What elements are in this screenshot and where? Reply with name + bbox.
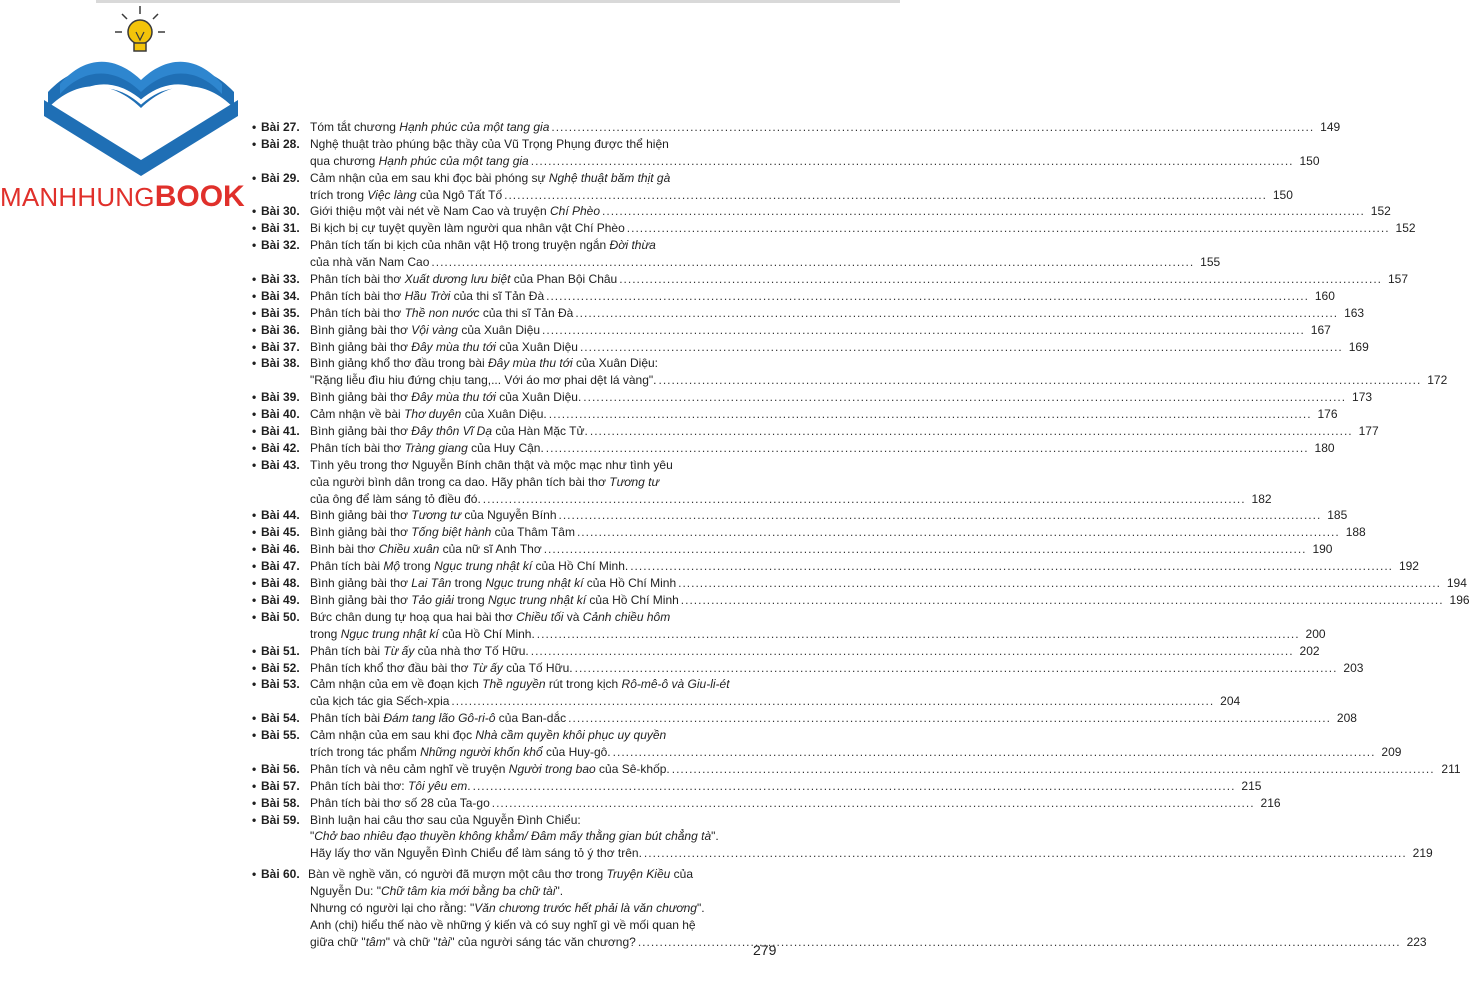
toc-line xyxy=(252,643,1320,660)
toc-entry-title: Nguyễn Du: "Chữ tâm kia mới bằng ba chữ tài". xyxy=(310,884,564,899)
toc-line xyxy=(252,609,777,626)
dot-leader xyxy=(544,541,1307,558)
toc-entry[interactable] xyxy=(252,406,1338,423)
toc-entry[interactable] xyxy=(252,592,1470,609)
toc-line xyxy=(252,491,1272,508)
manhhung-book-logo xyxy=(0,0,290,220)
toc-line xyxy=(252,917,777,934)
toc-line xyxy=(252,220,1416,237)
toc-entry-title: Phân tích bài Đám tang lão Gô-ri-ô của Ban-dắc xyxy=(310,711,567,726)
toc-line xyxy=(252,406,1338,423)
toc-entry-title: Tình yêu trong thơ Nguyễn Bính chân thật và mộc mạc như tình yêu xyxy=(310,457,673,472)
page-number: 279 xyxy=(753,942,777,958)
toc-page-number: 190 xyxy=(1312,542,1333,557)
toc-page-number: 211 xyxy=(1441,761,1461,776)
toc-entry-number: • Bài 43. xyxy=(252,457,300,472)
italic-title: tài xyxy=(437,934,451,949)
toc-line xyxy=(252,187,1293,204)
toc-entry[interactable] xyxy=(252,710,1357,727)
italic-title: Cảnh chiều hôm xyxy=(582,609,671,624)
toc-line xyxy=(252,761,1461,778)
toc-entry-title: qua chương Hạnh phúc của một tang gia xyxy=(310,153,529,168)
italic-title: Lai Tân xyxy=(411,576,452,591)
toc-entry[interactable] xyxy=(252,288,1335,305)
toc-line xyxy=(252,727,777,744)
toc-line xyxy=(252,900,777,917)
toc-page-number: 208 xyxy=(1336,711,1357,726)
toc-entry-number: • Bài 30. xyxy=(252,204,300,219)
dot-leader xyxy=(431,254,1194,271)
italic-title: Thơ duyên xyxy=(404,407,462,422)
toc-line xyxy=(252,474,777,491)
dot-leader xyxy=(575,305,1338,322)
toc-page-number: 182 xyxy=(1251,491,1272,506)
toc-entry[interactable] xyxy=(252,271,1408,288)
toc-entry-number: • Bài 42. xyxy=(252,440,300,455)
toc-entry-title: Hãy lấy thơ văn Nguyễn Đình Chiểu để làm sáng tỏ ý thơ trên. xyxy=(310,846,642,861)
italic-title: Thề nguyền xyxy=(482,677,546,692)
toc-page-number: 223 xyxy=(1406,934,1427,949)
toc-line xyxy=(252,372,1448,389)
toc-entry[interactable] xyxy=(252,355,1448,389)
toc-page-number: 172 xyxy=(1427,373,1448,388)
dot-leader xyxy=(492,795,1255,812)
toc-entry-number: • Bài 52. xyxy=(252,660,300,675)
toc-line xyxy=(252,710,1357,727)
book-icon xyxy=(0,0,290,180)
dot-leader xyxy=(583,389,1346,406)
dot-leader xyxy=(644,845,1407,862)
toc-entry[interactable] xyxy=(252,507,1348,524)
toc-entry[interactable] xyxy=(252,136,1320,170)
toc-page-number: 157 xyxy=(1387,272,1408,287)
toc-entry-number: • Bài 31. xyxy=(252,221,300,236)
toc-line xyxy=(252,339,1369,356)
toc-line xyxy=(252,507,1348,524)
italic-title: Tảo giải xyxy=(411,592,454,607)
toc-entry-number: • Bài 34. xyxy=(252,288,300,303)
table-of-contents xyxy=(252,119,1470,951)
italic-title: Ngục trung nhật kí xyxy=(434,559,533,574)
italic-title: Đây mùa thu tới xyxy=(411,339,496,354)
toc-entry-number: • Bài 27. xyxy=(252,120,300,134)
italic-title: Ngục trung nhật kí xyxy=(485,576,584,591)
toc-line xyxy=(252,305,1365,322)
toc-line xyxy=(252,322,1331,339)
italic-title: Tôi yêu em xyxy=(407,778,468,793)
toc-line xyxy=(252,845,1433,862)
toc-entry-number: • Bài 37. xyxy=(252,339,300,354)
toc-entry[interactable] xyxy=(252,778,1262,795)
italic-title: Nghệ thuật băm thịt gà xyxy=(548,170,671,185)
toc-line xyxy=(252,119,1341,136)
toc-entry-title: của kịch tác gia Sếch-xpia xyxy=(310,694,450,709)
toc-page-number: 203 xyxy=(1343,660,1364,675)
toc-entry-title: Nghệ thuật trào phúng bậc thầy của Vũ Trọng Phụng được thể hiện xyxy=(310,136,669,151)
toc-line xyxy=(252,136,777,153)
dot-leader xyxy=(531,643,1294,660)
toc-line xyxy=(252,558,1419,575)
italic-title: Đời thừa xyxy=(609,238,656,253)
italic-title: Tống biệt hành xyxy=(411,525,492,540)
toc-entry-title: Nhưng có người lại cho rằng: "Văn chương trước hết phải là văn chương". xyxy=(310,900,705,915)
toc-entry-title: Bình giảng bài thơ Đây mùa thu tới của Xuân Diệu. xyxy=(310,390,582,405)
toc-entry[interactable] xyxy=(252,423,1379,440)
toc-entry-number: • Bài 38. xyxy=(252,356,300,371)
toc-entry-title: Phân tích bài thơ Xuất dương lưu biệt của Phan Bội Châu xyxy=(310,272,618,287)
toc-entry[interactable] xyxy=(252,727,1402,761)
toc-page-number: 204 xyxy=(1220,694,1241,709)
dot-leader xyxy=(473,778,1236,795)
toc-entry-number: • Bài 35. xyxy=(252,305,300,320)
toc-line xyxy=(252,744,1402,761)
toc-entry-title: của ông để làm sáng tỏ điều đó. xyxy=(310,491,481,506)
toc-page-number: 177 xyxy=(1358,424,1379,439)
toc-entry-title: Bình giảng bài thơ Đây mùa thu tới của Xuân Diệu xyxy=(310,339,578,354)
toc-entry-title: Phân tích bài thơ: Tôi yêu em. xyxy=(310,778,471,793)
toc-entry-number: • Bài 36. xyxy=(252,322,300,337)
toc-entry-number: • Bài 33. xyxy=(252,272,300,287)
toc-line xyxy=(252,524,1366,541)
toc-page-number: 219 xyxy=(1412,846,1433,861)
toc-line xyxy=(252,883,777,900)
toc-page-number: 188 xyxy=(1345,525,1366,540)
toc-entry-title: Bình giảng bài thơ Tống biệt hành của Thâm Tâm xyxy=(310,525,575,540)
dot-leader xyxy=(577,524,1340,541)
toc-entry-number: • Bài 59. xyxy=(252,812,300,827)
toc-entry[interactable] xyxy=(252,609,1326,643)
toc-line xyxy=(252,271,1408,288)
dot-leader xyxy=(549,406,1312,423)
toc-line xyxy=(252,170,777,187)
toc-page-number: 215 xyxy=(1241,778,1262,793)
italic-title: Chiều tối xyxy=(516,609,564,624)
italic-title: Chí Phèo xyxy=(549,204,601,219)
toc-entry-title: Tóm tắt chương Hạnh phúc của một tang gia xyxy=(310,120,550,134)
toc-entry-title: Phân tích bài thơ Hầu Trời của thi sĩ Tản Đà xyxy=(310,288,545,303)
toc-entry[interactable] xyxy=(252,541,1333,558)
toc-page-number: 150 xyxy=(1299,153,1320,168)
toc-line xyxy=(252,828,777,845)
toc-line xyxy=(252,626,1326,643)
italic-title: Tràng giang xyxy=(404,440,468,455)
toc-entry[interactable] xyxy=(252,322,1331,339)
toc-entry-title: của người bình dân trong ca dao. Hãy phân tích bài thơ Tương tư xyxy=(310,474,660,489)
toc-page-number: 160 xyxy=(1314,288,1335,303)
toc-entry-title: Phân tích bài thơ số 28 của Ta-go xyxy=(310,795,490,810)
toc-entry-title: của nhà văn Nam Cao xyxy=(310,255,430,270)
dot-leader xyxy=(678,575,1441,592)
italic-title: Thề non nước xyxy=(404,305,480,320)
toc-entry[interactable] xyxy=(252,339,1369,356)
italic-title: Chở bao nhiêu đạo thuyền không khẳm/ Đâm mấy thằng gian bút chẳng tà xyxy=(314,829,712,844)
dot-leader xyxy=(659,372,1422,389)
toc-entry-title: Phân tích và nêu cảm nghĩ về truyện Người trong bao của Sê-khốp. xyxy=(310,761,670,776)
toc-line xyxy=(252,389,1373,406)
toc-entry-title: Phân tích tấn bi kịch của nhân vật Hộ trong truyện ngắn Đời thừa xyxy=(310,238,656,253)
toc-page-number: 176 xyxy=(1317,407,1338,422)
toc-page-number: 149 xyxy=(1320,120,1341,134)
italic-title: Truyện Kiều xyxy=(606,867,671,882)
italic-title: Hạnh phúc của một tang gia xyxy=(399,120,550,134)
italic-title: Văn chương trước hết phải là văn chương xyxy=(474,900,697,915)
toc-entry[interactable] xyxy=(252,866,1427,950)
toc-entry-number: • Bài 28. xyxy=(252,136,300,151)
toc-entry-title: Anh (chị) hiểu thế nào về những ý kiến và có suy nghĩ gì về mối quan hệ xyxy=(310,917,696,932)
italic-title: Đám tang lão Gô-ri-ô xyxy=(383,711,496,726)
italic-title: Ngục trung nhật kí xyxy=(488,592,587,607)
toc-entry-number: • Bài 45. xyxy=(252,525,300,540)
toc-entry-title: Cảm nhận của em sau khi đọc bài phóng sự Nghệ thuật băm thịt gà xyxy=(310,170,671,185)
toc-page-number: 173 xyxy=(1352,390,1373,405)
toc-entry[interactable] xyxy=(252,119,1341,136)
toc-entry-number: • Bài 49. xyxy=(252,592,300,607)
dot-leader xyxy=(590,423,1353,440)
toc-entry-number: • Bài 60. xyxy=(252,867,300,882)
toc-entry[interactable] xyxy=(252,457,1272,508)
italic-title: Chữ tâm kia mới bằng ba chữ tài xyxy=(380,884,556,899)
toc-entry-number: • Bài 40. xyxy=(252,407,300,422)
toc-entry-number: • Bài 58. xyxy=(252,795,300,810)
toc-line xyxy=(252,693,1241,710)
toc-entry[interactable] xyxy=(252,237,1221,271)
toc-entry-title: Cảm nhận của em sau khi đọc Nhà cầm quyền khôi phục uy quyền xyxy=(310,728,667,743)
italic-title: Chiều xuân xyxy=(378,542,440,557)
toc-entry-number: • Bài 57. xyxy=(252,778,300,793)
toc-line xyxy=(252,288,1335,305)
dot-leader xyxy=(559,507,1322,524)
toc-entry-title: Bình giảng bài thơ Tương tư của Nguyễn Bính xyxy=(310,508,557,523)
toc-entry[interactable] xyxy=(252,305,1365,322)
toc-page-number: 185 xyxy=(1327,508,1348,523)
dot-leader xyxy=(531,153,1294,170)
toc-entry-number: • Bài 53. xyxy=(252,677,300,692)
toc-entry-title: Bình giảng khổ thơ đầu trong bài Đây mùa thu tới của Xuân Diệu: xyxy=(310,356,659,371)
toc-line xyxy=(252,866,777,883)
dot-leader xyxy=(568,710,1331,727)
dot-leader xyxy=(580,339,1343,356)
toc-entry-title: Cảm nhận của em về đoạn kịch Thề nguyền rút trong kịch Rô-mê-ô và Giu-li-ét xyxy=(310,677,730,692)
toc-page-number: 196 xyxy=(1449,592,1470,607)
italic-title: Đây mùa thu tới xyxy=(488,356,573,371)
toc-entry-title: Phân tích khổ thơ đầu bài thơ Từ ấy của Tố Hữu. xyxy=(310,660,573,675)
toc-entry-number: • Bài 51. xyxy=(252,643,300,658)
italic-title: Nhà cầm quyền khôi phục uy quyền xyxy=(475,728,667,743)
italic-title: Từ ấy xyxy=(383,643,415,658)
toc-page-number: 155 xyxy=(1200,255,1221,270)
toc-entry-title: Phân tích bài Từ ấy của nhà thơ Tố Hữu. xyxy=(310,643,529,658)
toc-entry-title: trong Ngục trung nhật kí của Hồ Chí Minh. xyxy=(310,626,535,641)
toc-entry-number: • Bài 56. xyxy=(252,761,300,776)
toc-entry-number: • Bài 54. xyxy=(252,711,300,726)
dot-leader xyxy=(551,119,1314,136)
toc-page-number: 163 xyxy=(1344,305,1365,320)
italic-title: Rô-mê-ô và Giu-li-ét xyxy=(621,677,730,692)
dot-leader xyxy=(672,761,1435,778)
toc-entry-number: • Bài 32. xyxy=(252,238,300,253)
toc-entry-number: • Bài 41. xyxy=(252,424,300,439)
italic-title: Ngục trung nhật kí xyxy=(340,626,439,641)
toc-line xyxy=(252,153,1320,170)
dot-leader xyxy=(542,322,1305,339)
toc-page-number: 200 xyxy=(1305,626,1326,641)
italic-title: Việc làng xyxy=(367,187,417,202)
dot-leader xyxy=(451,693,1214,710)
toc-line xyxy=(252,795,1281,812)
dot-leader xyxy=(546,288,1309,305)
toc-entry-title: "Rặng liễu đìu hiu đứng chịu tang,... Với áo mơ phai dệt lá vàng". xyxy=(310,373,657,388)
italic-title: Hầu Trời xyxy=(404,288,451,303)
toc-entry-title: Bình luận hai câu thơ sau của Nguyễn Đình Chiểu: xyxy=(310,812,581,827)
toc-line xyxy=(252,423,1379,440)
toc-entry-title: Bình giảng bài thơ Lai Tân trong Ngục trung nhật kí của Hồ Chí Minh xyxy=(310,576,677,591)
toc-line xyxy=(252,676,777,693)
toc-entry[interactable] xyxy=(252,170,1293,204)
toc-entry[interactable] xyxy=(252,643,1320,660)
toc-line xyxy=(252,203,1391,220)
toc-entry[interactable] xyxy=(252,524,1366,541)
italic-title: Mộ xyxy=(383,559,401,574)
toc-entry-number: • Bài 29. xyxy=(252,170,300,185)
toc-entry-title: Bi kịch bị cự tuyệt quyền làm người qua nhân vật Chí Phèo xyxy=(310,221,625,236)
toc-line xyxy=(252,812,777,829)
toc-page-number: 152 xyxy=(1370,204,1391,219)
lightbulb-icon xyxy=(115,6,165,51)
toc-entry-title: Bức chân dung tự hoạ qua hai bài thơ Chiều tối và Cảnh chiều hôm xyxy=(310,609,671,624)
italic-title: Hạnh phúc của một tang gia xyxy=(378,153,529,168)
toc-entry[interactable] xyxy=(252,660,1364,677)
toc-entry[interactable] xyxy=(252,389,1373,406)
italic-title: Người trong bao xyxy=(508,761,596,776)
toc-entry-title: Cảm nhận về bài Thơ duyên của Xuân Diệu. xyxy=(310,407,547,422)
brand-part-2: BOOK xyxy=(154,180,245,213)
toc-entry-number: • Bài 39. xyxy=(252,390,300,405)
toc-line xyxy=(252,934,1427,951)
toc-line xyxy=(252,660,1364,677)
dot-leader xyxy=(619,271,1382,288)
dot-leader xyxy=(613,744,1376,761)
toc-entry-number: • Bài 44. xyxy=(252,508,300,523)
dot-leader xyxy=(627,220,1390,237)
italic-title: Vội vàng xyxy=(411,322,458,337)
toc-page-number: 216 xyxy=(1260,795,1281,810)
toc-entry-number: • Bài 47. xyxy=(252,559,300,574)
toc-page-number: 202 xyxy=(1299,643,1320,658)
italic-title: Tương tư xyxy=(411,508,462,523)
toc-page-number: 169 xyxy=(1348,339,1369,354)
toc-entry-title: Phân tích bài Mộ trong Ngục trung nhật kí của Hồ Chí Minh. xyxy=(310,559,629,574)
toc-entry-title: trích trong Việc làng của Ngô Tất Tố xyxy=(310,187,503,202)
italic-title: Tương tư xyxy=(609,474,660,489)
toc-page-number: 152 xyxy=(1395,221,1416,236)
toc-entry-title: Bình giảng bài thơ Đây thôn Vĩ Dạ của Hàn Mặc Tử. xyxy=(310,424,588,439)
toc-line xyxy=(252,575,1467,592)
toc-page-number: 150 xyxy=(1272,187,1293,202)
toc-line xyxy=(252,541,1333,558)
brand-name xyxy=(0,180,290,214)
italic-title: Từ ấy xyxy=(471,660,503,675)
toc-page-number: 192 xyxy=(1398,559,1419,574)
toc-entry[interactable] xyxy=(252,558,1419,575)
toc-entry-title: Bình giảng bài thơ Vội vàng của Xuân Diệu xyxy=(310,322,541,337)
toc-page-number: 167 xyxy=(1310,322,1331,337)
dot-leader xyxy=(602,203,1365,220)
toc-entry-title: giữa chữ "tâm" và chữ "tài" của người sáng tác văn chương? xyxy=(310,934,636,949)
dot-leader xyxy=(575,660,1338,677)
dot-leader xyxy=(504,187,1267,204)
toc-page-number: 194 xyxy=(1446,576,1467,591)
toc-entry-title: Bình giảng bài thơ Tảo giải trong Ngục trung nhật kí của Hồ Chí Minh xyxy=(310,592,679,607)
brand-part-1: MANHHUNG xyxy=(0,182,155,212)
toc-line xyxy=(252,355,777,372)
toc-entry[interactable] xyxy=(252,203,1391,220)
toc-page-number: 180 xyxy=(1314,440,1335,455)
toc-entry-number: • Bài 55. xyxy=(252,728,300,743)
toc-entry-number: • Bài 50. xyxy=(252,609,300,624)
toc-entry[interactable] xyxy=(252,440,1335,457)
toc-entry-title: trích trong tác phẩm Những người khốn khổ của Huy-gô. xyxy=(310,744,611,759)
toc-entry[interactable] xyxy=(252,575,1467,592)
toc-entry-title: "Chở bao nhiêu đạo thuyền không khẳm/ Đâm mấy thằng gian bút chẳng tà". xyxy=(310,829,719,844)
dot-leader xyxy=(546,440,1309,457)
toc-entry[interactable] xyxy=(252,220,1416,237)
italic-title: tâm xyxy=(365,934,386,949)
toc-line xyxy=(252,440,1335,457)
toc-entry-title: Phân tích bài thơ Thề non nước của thi sĩ Tản Đà xyxy=(310,305,574,320)
toc-entry-number: • Bài 46. xyxy=(252,542,300,557)
toc-entry[interactable] xyxy=(252,676,1241,710)
toc-page-number: 209 xyxy=(1381,744,1402,759)
toc-entry[interactable] xyxy=(252,795,1281,812)
toc-line xyxy=(252,778,1262,795)
toc-line xyxy=(252,237,777,254)
italic-title: Đây thôn Vĩ Dạ xyxy=(411,424,492,439)
toc-entry-title: Giới thiệu một vài nét về Nam Cao và truyện Chí Phèo xyxy=(310,204,601,219)
toc-line xyxy=(252,592,1470,609)
toc-entry-title: Bàn về nghề văn, có người đã mượn một câu thơ trong Truyện Kiều của xyxy=(308,867,693,882)
toc-line xyxy=(252,457,777,474)
toc-entry-title: Bình bài thơ Chiều xuân của nữ sĩ Anh Thơ xyxy=(310,542,542,557)
italic-title: Xuất dương lưu biệt xyxy=(404,272,511,287)
toc-entry-number: • Bài 48. xyxy=(252,576,300,591)
italic-title: Đây mùa thu tới xyxy=(411,390,496,405)
dot-leader xyxy=(483,491,1246,508)
toc-entry[interactable] xyxy=(252,761,1461,778)
italic-title: Những người khốn khổ xyxy=(420,744,543,759)
toc-entry[interactable] xyxy=(252,812,1433,863)
dot-leader xyxy=(630,558,1393,575)
dot-leader xyxy=(537,626,1300,643)
toc-entry-title: Phân tích bài thơ Tràng giang của Huy Cận. xyxy=(310,440,544,455)
dot-leader xyxy=(681,592,1444,609)
toc-line xyxy=(252,254,1221,271)
